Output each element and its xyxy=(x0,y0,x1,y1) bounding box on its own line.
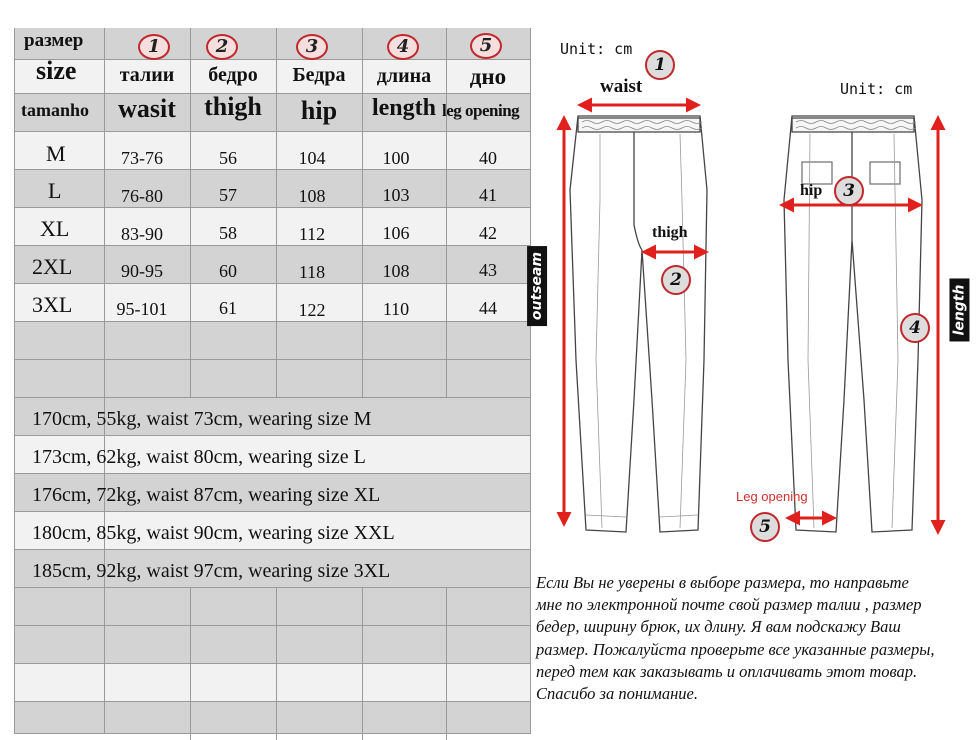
thigh-label: thigh xyxy=(652,224,688,241)
table-col-line xyxy=(362,664,363,702)
cell-thigh: 57 xyxy=(219,185,237,205)
table-col-line xyxy=(362,702,363,740)
length-number: 4 xyxy=(900,313,930,343)
note-line: Спасибо за понимание. xyxy=(536,684,698,704)
cell-leg: 43 xyxy=(479,260,497,280)
header-ru-hip: Бедра xyxy=(292,64,346,86)
note-line: размер. Пожалуйста проверьте все указанные размеры, xyxy=(536,639,935,659)
header-size-ru: размер xyxy=(24,30,84,51)
hip-label: hip xyxy=(800,182,823,199)
header-ru-leg: дно xyxy=(469,64,507,89)
table-row-bg xyxy=(14,322,530,360)
model-note: 170cm, 55kg, waist 73cm, wearing size M xyxy=(32,408,372,430)
cell-waist: 83-90 xyxy=(121,224,163,244)
size-table xyxy=(14,28,530,734)
table-row-bg xyxy=(14,360,530,398)
table-row-bg xyxy=(14,588,530,626)
cell-thigh: 61 xyxy=(219,298,237,318)
table-col-line xyxy=(190,702,191,740)
cell-thigh: 56 xyxy=(219,148,237,168)
header-ru-thigh: бедро xyxy=(208,64,258,86)
thigh-number: 2 xyxy=(661,265,691,295)
cell-length: 103 xyxy=(382,185,410,205)
table-col-line xyxy=(362,626,363,664)
table-col-line xyxy=(276,664,277,702)
length-label: length xyxy=(949,279,969,342)
header-size-en: size xyxy=(36,56,77,85)
cell-length: 110 xyxy=(382,299,410,319)
cell-waist: 90-95 xyxy=(121,261,163,281)
cell-size: 2XL xyxy=(32,254,73,279)
table-row-bg xyxy=(14,702,530,734)
waist-number: 1 xyxy=(645,50,675,80)
table-col-line xyxy=(14,28,15,734)
header-number-3: 3 xyxy=(296,34,328,60)
table-col-line xyxy=(446,626,447,664)
table-col-line xyxy=(446,588,447,626)
cell-hip: 112 xyxy=(298,224,326,244)
table-col-line xyxy=(190,626,191,664)
table-col-line xyxy=(190,664,191,702)
cell-hip: 108 xyxy=(298,186,326,206)
front-pants xyxy=(570,116,707,532)
unit-label-back: Unit: cm xyxy=(840,80,913,98)
table-col-line xyxy=(276,626,277,664)
unit-label-front: Unit: cm xyxy=(560,40,633,58)
header-en-thigh: thigh xyxy=(204,92,262,121)
cell-leg: 42 xyxy=(479,223,497,243)
header-number-1: 1 xyxy=(138,34,170,60)
cell-hip: 118 xyxy=(298,262,326,282)
cell-thigh: 60 xyxy=(219,261,237,281)
header-number-2: 2 xyxy=(206,34,238,60)
measurement-diagram xyxy=(530,0,979,570)
cell-waist: 73-76 xyxy=(121,148,163,168)
note-line: Если Вы не уверены в выборе размера, то направьте xyxy=(536,573,909,592)
table-col-line xyxy=(446,702,447,740)
model-note: 180cm, 85kg, waist 90cm, wearing size XXL xyxy=(32,522,395,544)
header-en-hip: hip xyxy=(300,96,338,125)
cell-size: XL xyxy=(40,216,70,241)
header-en-waist: wasit xyxy=(118,94,176,123)
cell-length: 106 xyxy=(382,223,410,243)
header-tamanho: tamanho xyxy=(21,100,90,120)
model-note: 176cm, 72kg, waist 87cm, wearing size XL xyxy=(32,484,381,506)
header-ru-length: длина xyxy=(376,65,432,87)
header-number-4: 4 xyxy=(387,34,419,60)
cell-size: M xyxy=(46,141,66,166)
sizing-advice-note xyxy=(536,572,976,705)
leg-opening-label: Leg opening xyxy=(736,489,808,504)
table-col-line xyxy=(362,588,363,626)
cell-size: 3XL xyxy=(32,292,73,317)
outseam-label: outseam xyxy=(527,246,547,326)
table-col-line xyxy=(104,28,105,734)
cell-leg: 44 xyxy=(479,298,497,318)
table-col-line xyxy=(276,702,277,740)
leg-opening-number: 5 xyxy=(750,512,780,542)
cell-hip: 122 xyxy=(298,300,326,320)
cell-length: 100 xyxy=(382,148,410,168)
cell-thigh: 58 xyxy=(219,223,237,243)
model-note: 185cm, 92kg, waist 97cm, wearing size 3XL xyxy=(32,560,391,582)
header-en-length: length xyxy=(371,95,436,121)
note-line: мне по электронной почте свой размер талии , размер xyxy=(536,595,922,615)
header-number-5: 5 xyxy=(470,33,502,59)
table-col-line xyxy=(190,588,191,626)
cell-hip: 104 xyxy=(298,148,326,168)
table-col-line xyxy=(446,664,447,702)
table-row-bg xyxy=(14,28,530,60)
cell-waist: 95-101 xyxy=(116,299,168,319)
header-ru-waist: талии xyxy=(119,64,175,86)
cell-leg: 41 xyxy=(479,185,497,205)
cell-leg: 40 xyxy=(479,148,497,168)
waist-label: waist xyxy=(600,76,643,97)
cell-waist: 76-80 xyxy=(121,186,163,206)
cell-length: 108 xyxy=(382,261,410,281)
table-grid xyxy=(14,28,530,734)
table-row-bg xyxy=(14,626,530,664)
note-line: бедер, ширину брюк, их длину. Я вам подскажу Ваш xyxy=(536,617,901,637)
cell-size: L xyxy=(48,178,62,203)
header-en-leg: leg opening xyxy=(442,101,520,120)
note-line: перед тем как заказывать и оплачивать этот товар. xyxy=(536,661,918,681)
model-note: 173cm, 62kg, waist 80cm, wearing size L xyxy=(32,446,366,468)
hip-number: 3 xyxy=(834,176,864,206)
table-col-line xyxy=(276,588,277,626)
table-row-bg xyxy=(14,664,530,702)
